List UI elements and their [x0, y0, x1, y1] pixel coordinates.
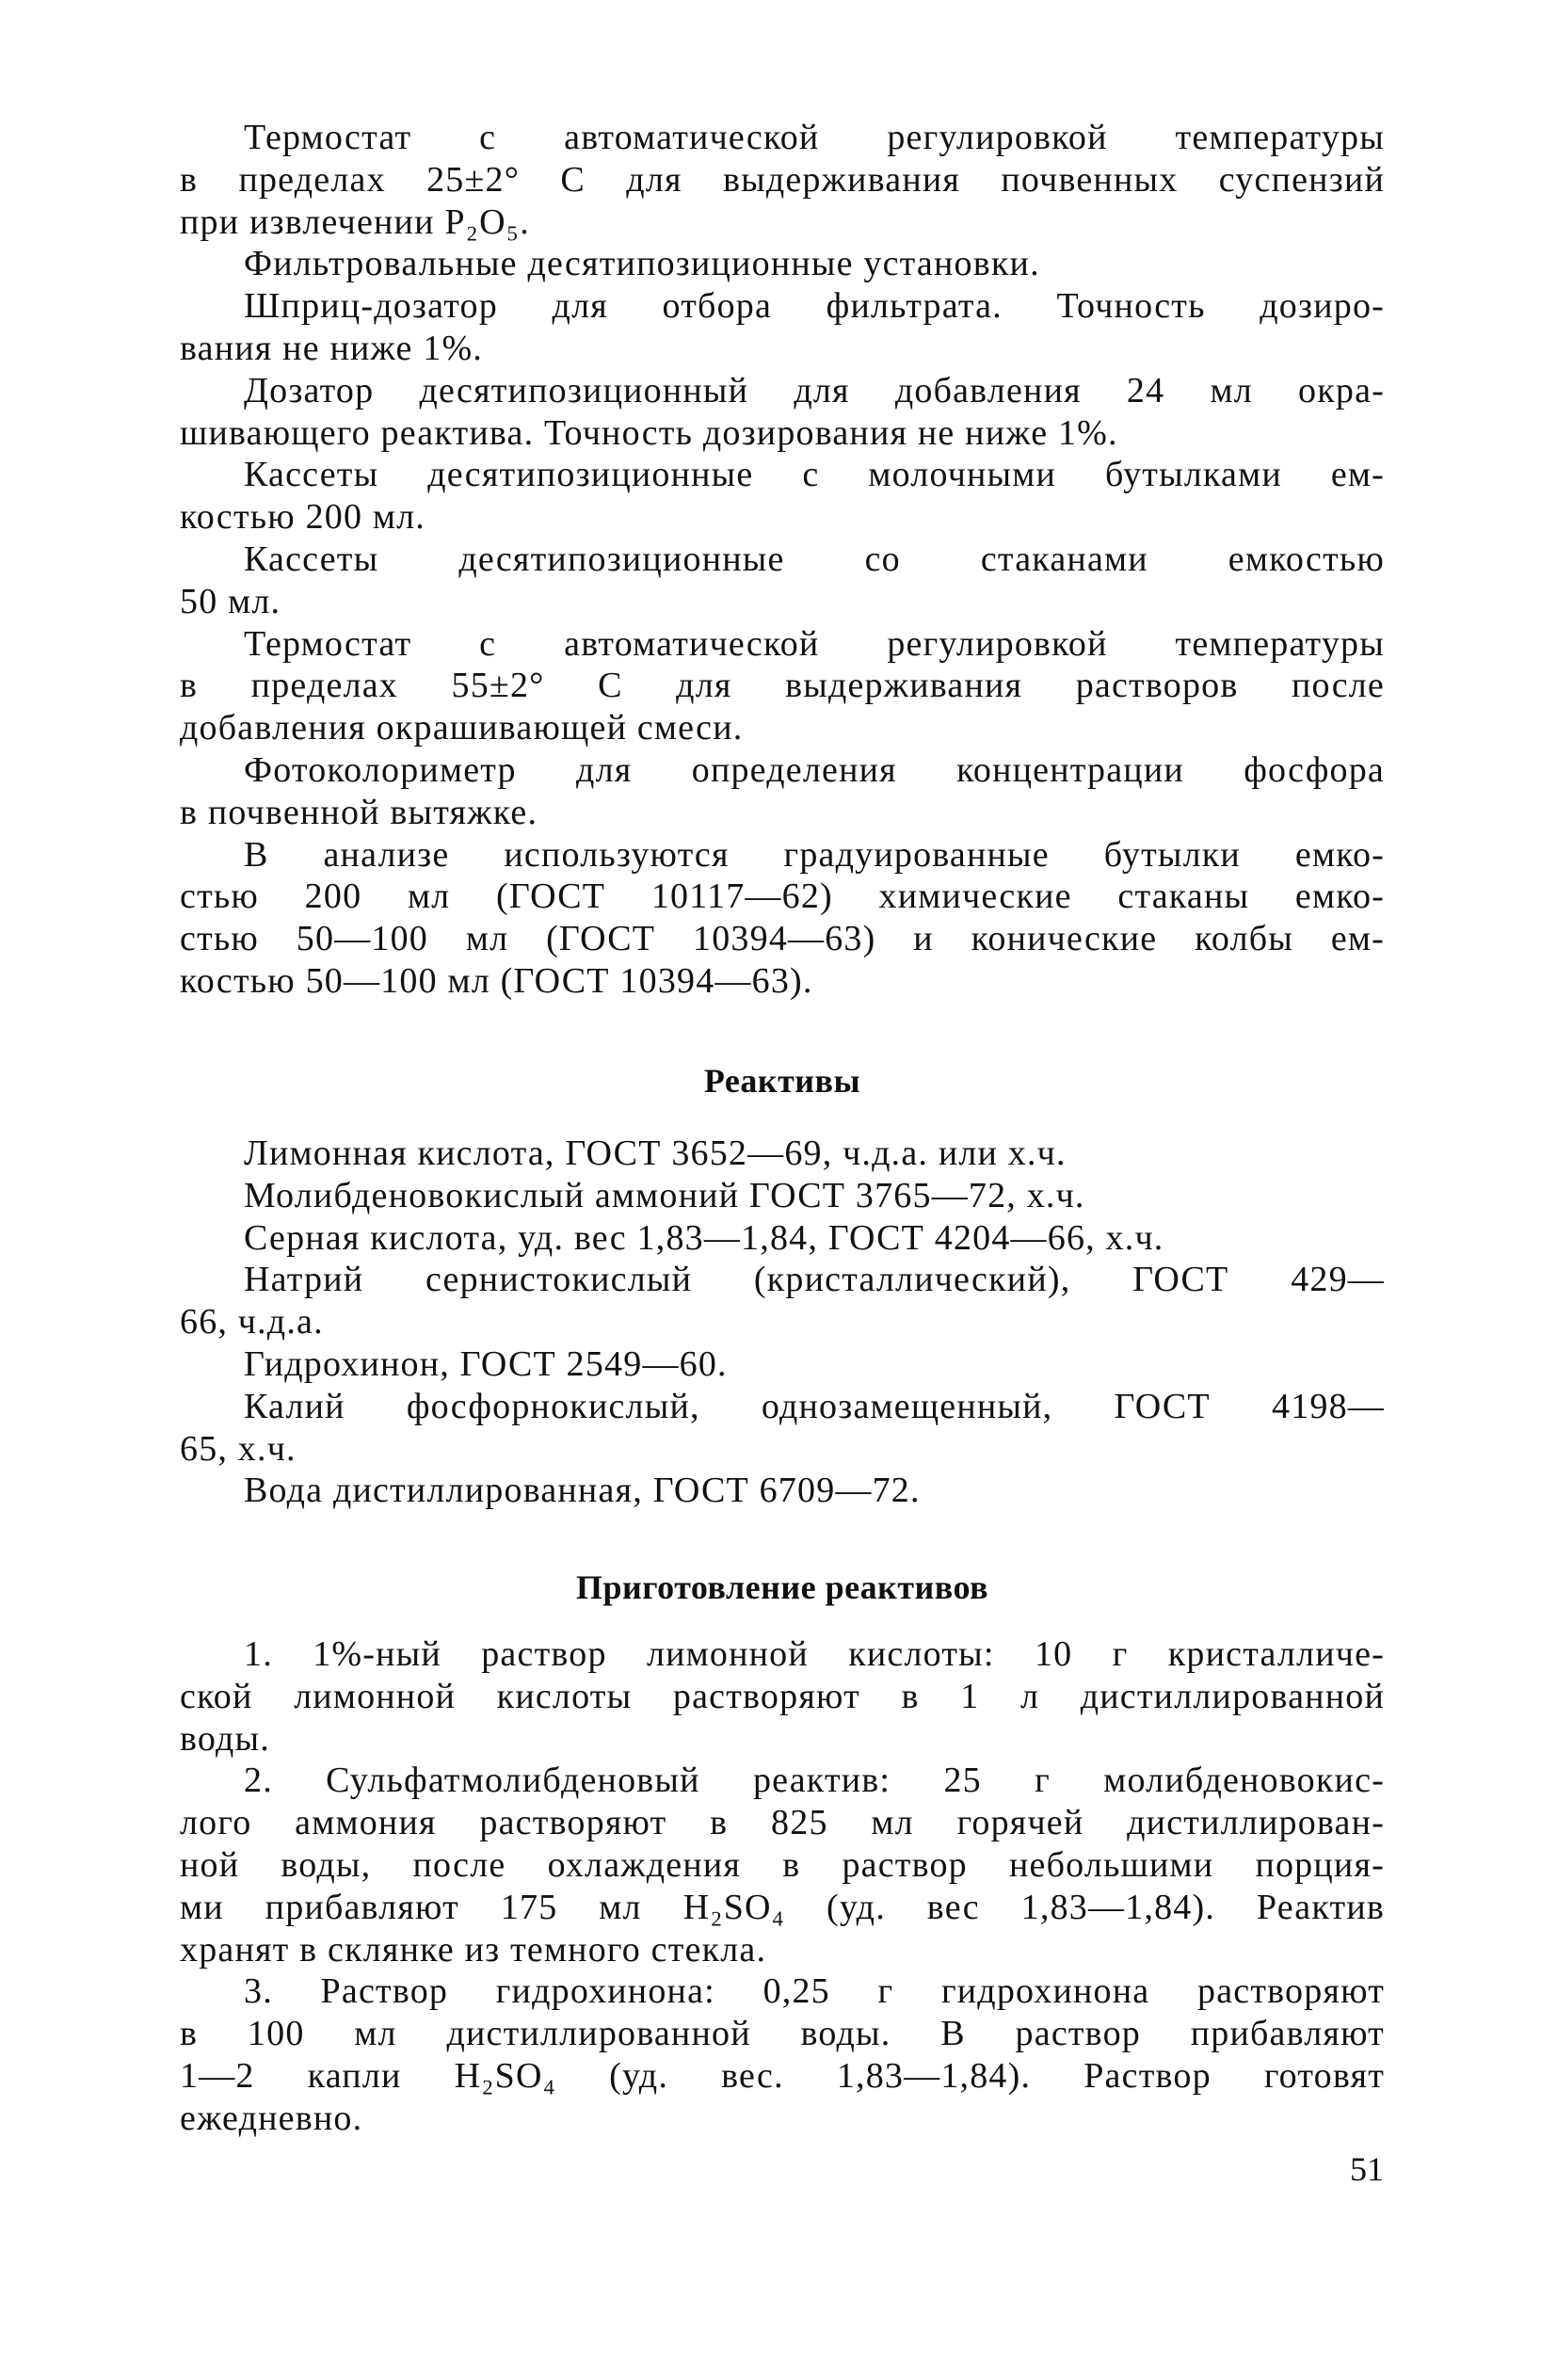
paragraph	[180, 623, 1385, 749]
text-line: Фильтровальные десятипозиционные установки.	[244, 244, 1040, 284]
reagents-heading: Реактивы	[703, 1062, 861, 1100]
text-line: 65, х.ч.	[180, 1428, 297, 1469]
paragraph	[180, 1760, 1385, 1970]
text-line: ми прибавляют 175 мл H₂SO₄ (уд. вес 1,83—1,84). Реактив	[180, 1887, 1385, 1927]
text-line: стью 200 мл (ГОСТ 10117—62) химические стаканы емко-	[180, 876, 1385, 917]
text-line: В анализе используются градуированные бутылки емко-	[244, 834, 1385, 875]
text-line: Термостат с автоматической регулировкой температуры	[244, 623, 1385, 664]
page-number: 51	[1350, 2150, 1384, 2188]
paragraph	[180, 285, 1385, 370]
paragraph	[180, 749, 1385, 834]
reagents-list	[180, 1133, 1385, 1512]
paragraph	[180, 1133, 1385, 1175]
text-line: 2. Сульфатмолибденовый реактив: 25 г молибденовокис-	[244, 1761, 1385, 1801]
reagent-preparation-heading: Приготовление реактивов	[575, 1568, 989, 1606]
text-line: добавления окрашивающей смеси.	[180, 708, 744, 748]
paragraph	[180, 1175, 1385, 1217]
paragraph	[180, 1343, 1385, 1386]
paragraph	[180, 1386, 1385, 1471]
paragraph	[180, 1217, 1385, 1260]
reagent-preparation-list	[180, 1633, 1385, 2140]
text-line: 1—2 капли H₂SO₄ (уд. вес. 1,83—1,84). Раствор готовят	[180, 2055, 1385, 2096]
paragraph	[180, 1259, 1385, 1343]
text-line: 1. 1%-ный раствор лимонной кислоты: 10 г кристалличе-	[244, 1634, 1385, 1674]
text-line: Кассеты десятипозиционные со стаканами емкостью	[244, 539, 1385, 579]
text-line: в 100 мл дистиллированной воды. В раствор прибавляют	[180, 2014, 1385, 2054]
paragraph	[180, 834, 1385, 1003]
paragraph	[180, 117, 1385, 243]
text-line: Натрий сернистокислый (кристаллический), ГОСТ 429—	[244, 1260, 1385, 1300]
paragraph	[180, 370, 1385, 455]
paragraph	[180, 454, 1385, 539]
text-line: Серная кислота, уд. вес 1,83—1,84, ГОСТ 4204—66, х.ч.	[244, 1217, 1164, 1258]
paragraph	[180, 1633, 1385, 1760]
text-line: при извлечении P₂O₅.	[180, 201, 530, 242]
text-line: Термостат с автоматической регулировкой температуры	[244, 118, 1385, 157]
text-line: лого аммония растворяют в 825 мл горячей дистиллирован-	[180, 1803, 1385, 1843]
text-line: в почвенной вытяжке.	[180, 792, 538, 832]
text-line: 50 мл.	[180, 581, 281, 621]
text-line: вания не ниже 1%.	[180, 328, 484, 368]
text-line: в пределах 25±2° С для выдерживания почвенных суспензий	[180, 159, 1385, 200]
text-line: шивающего реактива. Точность дозирования не ниже 1%.	[180, 412, 1118, 453]
text-line: костью 50—100 мл (ГОСТ 10394—63).	[180, 960, 813, 1001]
text-line: Фотоколориметр для определения концентрации фосфора	[244, 749, 1385, 790]
text-line: костью 200 мл.	[180, 497, 425, 538]
paragraph	[180, 243, 1385, 285]
text-line: Вода дистиллированная, ГОСТ 6709—72.	[244, 1471, 921, 1511]
paragraph	[180, 1970, 1385, 2139]
text-line: стью 50—100 мл (ГОСТ 10394—63) и конические колбы ем-	[180, 919, 1385, 959]
text-line: в пределах 55±2° С для выдерживания растворов после	[180, 666, 1385, 706]
paragraph	[180, 1470, 1385, 1512]
paragraph	[180, 539, 1385, 623]
text-line: Шприц-дозатор для отбора фильтрата. Точность дозиро-	[244, 286, 1385, 327]
text-line: Гидрохинон, ГОСТ 2549—60.	[244, 1343, 728, 1384]
text-line: ежедневно.	[180, 2098, 363, 2138]
text-line: хранят в склянке из темного стекла.	[180, 1929, 767, 1970]
text-line: ской лимонной кислоты растворяют в 1 л дистиллированной	[180, 1676, 1385, 1716]
text-line: Калий фосфорнокислый, однозамещенный, ГОСТ 4198—	[244, 1386, 1385, 1426]
text-line: воды.	[180, 1718, 270, 1759]
text-line: Лимонная кислота, ГОСТ 3652—69, ч.д.а. или х.ч.	[244, 1134, 1067, 1173]
text-line: 66, ч.д.а.	[180, 1302, 324, 1343]
text-line: 3. Раствор гидрохинона: 0,25 г гидрохинона растворяют	[244, 1971, 1385, 2012]
equipment-list	[180, 117, 1385, 1003]
text-line: Молибденовокислый аммоний ГОСТ 3765—72, х.ч.	[244, 1175, 1085, 1215]
text-line: Дозатор десятипозиционный для добавления 24 мл окра-	[244, 370, 1385, 410]
text-line: Кассеты десятипозиционные с молочными бутылками ем-	[244, 455, 1385, 495]
text-line: ной воды, после охлаждения в раствор небольшими порция-	[180, 1844, 1385, 1885]
